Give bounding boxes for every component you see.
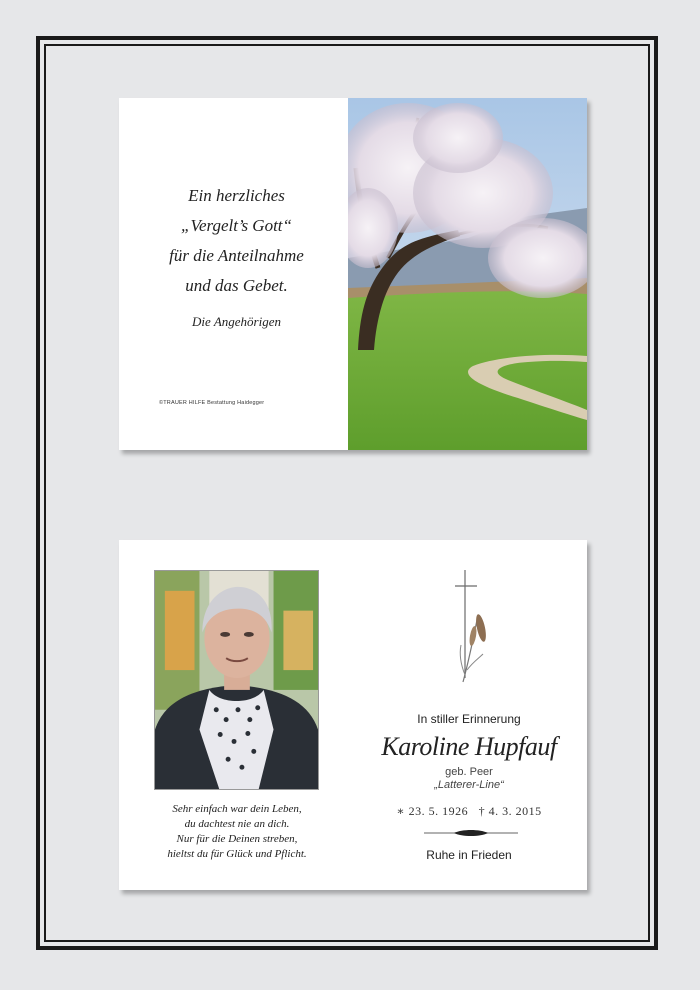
credit-text: ©TRAUER HILFE Bestattung Haidegger: [159, 400, 265, 406]
thanks-line-1: Ein herzliches: [188, 186, 285, 205]
thanks-line-2: „Vergelt’s Gott“: [181, 216, 292, 235]
maiden-name: geb. Peer: [445, 766, 493, 778]
thanks-line-3: für die Anteilnahme: [169, 246, 304, 265]
deceased-name: Karoline Hupfauf: [381, 732, 557, 761]
intro-text: In stiller Erinnerung: [417, 712, 521, 726]
cross-with-wheat-icon: [451, 570, 491, 685]
signature: Die Angehörigen: [192, 314, 281, 329]
poem-line-4: hieltst du für Glück und Pflicht.: [167, 848, 307, 860]
poem-line-2: du dachtest nie an dich.: [184, 818, 290, 830]
blossoming-tree-photo: [348, 98, 587, 450]
poem: [139, 802, 335, 862]
poem-line-1: Sehr einfach war dein Leben,: [172, 803, 302, 815]
life-dates: [374, 804, 564, 819]
birth-date: ∗ 23. 5. 1926: [396, 804, 469, 818]
death-date: † 4. 3. 2015: [478, 804, 542, 818]
thank-you-card: [119, 98, 587, 450]
ornament-divider: [424, 828, 518, 838]
poem-line-3: Nur für die Deinen streben,: [176, 833, 298, 845]
memorial-card: [119, 540, 587, 890]
portrait-photo: [154, 570, 319, 790]
closing-text: Ruhe in Frieden: [426, 848, 512, 862]
thanks-line-4: und das Gebet.: [185, 276, 288, 295]
nickname: „Latterer-Line“: [434, 779, 504, 791]
